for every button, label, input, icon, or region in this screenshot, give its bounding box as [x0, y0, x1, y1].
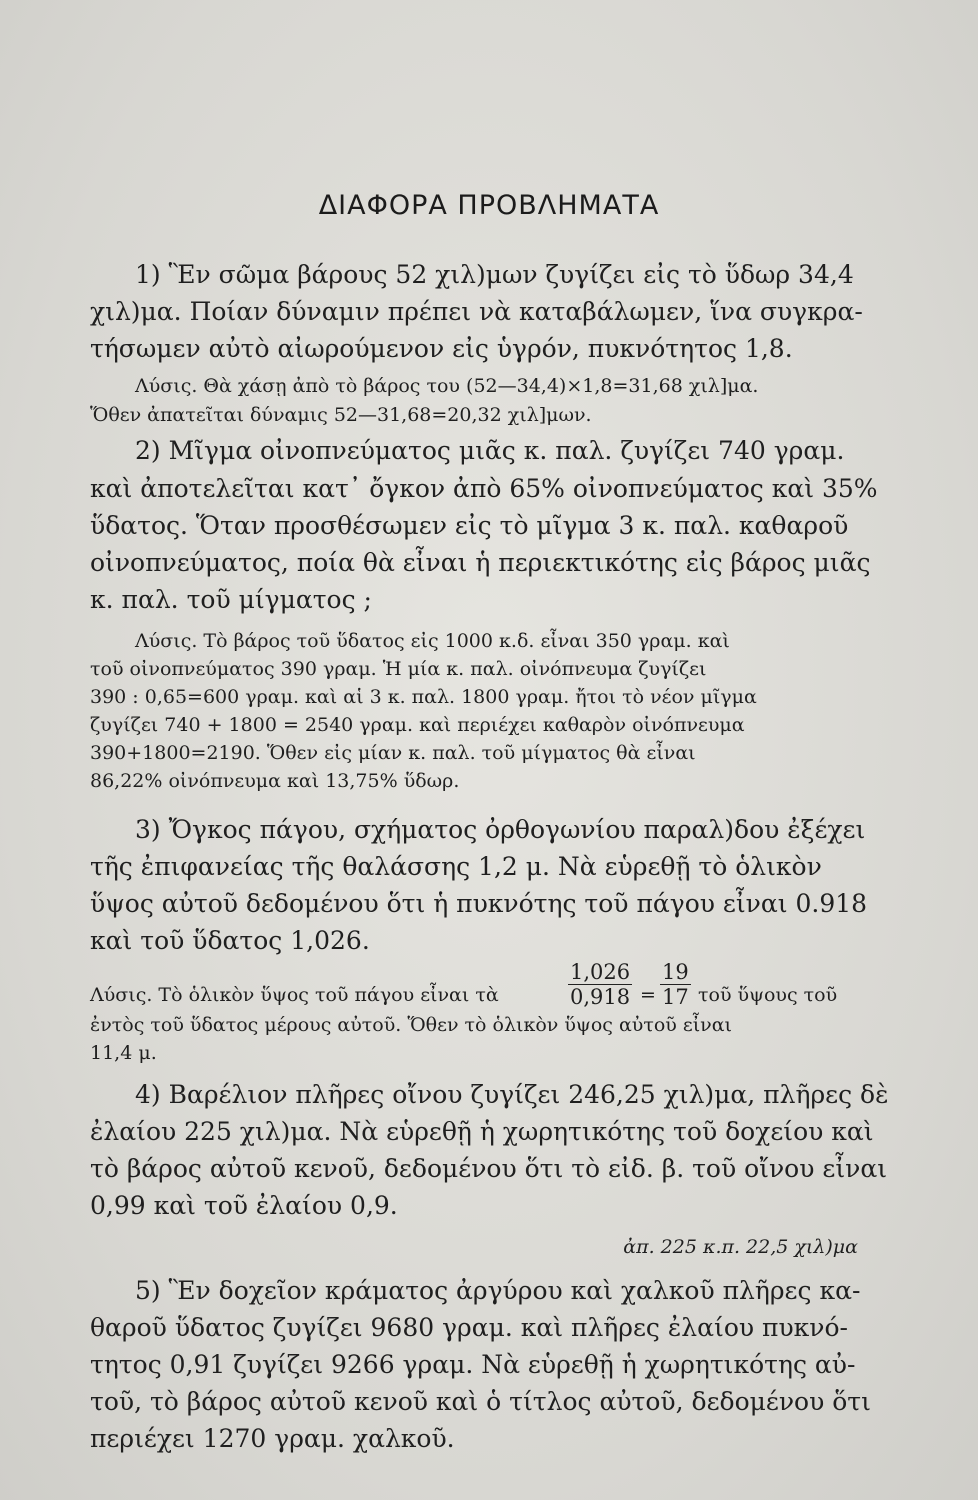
answer-4: ἀπ. 225 κ.π. 22,5 χιλ)μα — [623, 1236, 858, 1258]
solution-3-line-1b: τοῦ ὕψους τοῦ — [698, 984, 838, 1006]
fraction-19-17 — [660, 960, 691, 1009]
fraction-1-numerator: 1,026 — [570, 960, 631, 984]
problem-4-line-3: τὸ βάρος αὐτοῦ κενοῦ, δεδομένου ὅτι τὸ εἰδ. β. τοῦ οἴνου εἶναι — [90, 1154, 887, 1183]
fraction-2-denominator: 17 — [662, 985, 689, 1009]
problem-3-line-4: καὶ τοῦ ὕδατος 1,026. — [90, 926, 370, 955]
solution-2-line-1: Λύσις. Τὸ βάρος τοῦ ὕδατος εἰς 1000 κ.δ. εἶναι 350 γραμ. καὶ — [135, 630, 730, 652]
solution-2-line-2: τοῦ οἰνοπνεύματος 390 γραμ. Ἡ μία κ. παλ. οἰνόπνευμα ζυγίζει — [90, 658, 707, 680]
problem-1-line-1: 1) Ἓν σῶμα βάρους 52 χιλ)μων ζυγίζει εἰς τὸ ὕδωρ 34,4 — [135, 260, 854, 289]
problem-5-line-5: περιέχει 1270 γραμ. χαλκοῦ. — [90, 1424, 455, 1453]
problem-5-line-1: 5) Ἓν δοχεῖον κράματος ἀργύρου καὶ χαλκοῦ πλῆρες κα- — [135, 1276, 861, 1305]
fraction-1-denominator: 0,918 — [570, 985, 631, 1009]
problem-2-line-2: καὶ ἀποτελεῖται κατ᾽ ὄγκον ἀπὸ 65% οἰνοπνεύματος καὶ 35% — [90, 474, 878, 503]
solution-3-line-1a: Λύσις. Τὸ ὁλικὸν ὕψος τοῦ πάγου εἶναι τὰ — [90, 984, 499, 1006]
problem-1-line-2: χιλ)μα. Ποίαν δύναμιν πρέπει νὰ καταβάλωμεν, ἵνα συγκρα- — [90, 297, 863, 326]
problem-2-line-5: κ. παλ. τοῦ μίγματος ; — [90, 585, 372, 614]
solution-1-line-1: Λύσις. Θὰ χάσῃ ἀπὸ τὸ βάρος του (52—34,4)×1,8=31,68 χιλ]μα. — [135, 375, 759, 397]
solution-2-line-5: 390+1800=2190. Ὅθεν εἰς μίαν κ. παλ. τοῦ μίγματος θὰ εἶναι — [90, 742, 696, 764]
equals-sign: = — [640, 984, 656, 1006]
problem-3-line-3: ὕψος αὐτοῦ δεδομένου ὅτι ἡ πυκνότης τοῦ πάγου εἶναι 0.918 — [90, 889, 868, 918]
problem-2-line-1: 2) Μῖγμα οἰνοπνεύματος μιᾶς κ. παλ. ζυγίζει 740 γραμ. — [135, 436, 845, 465]
problem-5-line-2: θαροῦ ὕδατος ζυγίζει 9680 γραμ. καὶ πλῆρες ἐλαίου πυκνό- — [90, 1313, 848, 1342]
solution-2-line-6: 86,22% οἰνόπνευμα καὶ 13,75% ὕδωρ. — [90, 770, 460, 792]
problem-2-line-3: ὕδατος. Ὅταν προσθέσωμεν εἰς τὸ μῖγμα 3 κ. παλ. καθαροῦ — [90, 511, 849, 540]
page-title: ΔΙΑΦΟΡΑ ΠΡΟΒΛΗΜΑΤΑ — [318, 190, 660, 221]
solution-3-line-3: 11,4 μ. — [90, 1042, 157, 1064]
problem-2-line-4: οἰνοπνεύματος, ποία θὰ εἶναι ἡ περιεκτικότης εἰς βάρος μιᾶς — [90, 548, 871, 577]
solution-1-line-2: Ὅθεν ἀπατεῖται δύναμις 52—31,68=20,32 χιλ]μων. — [90, 404, 592, 426]
solution-3-line-2: ἐντὸς τοῦ ὕδατος μέρους αὐτοῦ. Ὅθεν τὸ ὁλικὸν ὕψος αὐτοῦ εἶναι — [90, 1014, 732, 1036]
problem-4-line-2: ἐλαίου 225 χιλ)μα. Νὰ εὑρεθῇ ἡ χωρητικότης τοῦ δοχείου καὶ — [90, 1117, 874, 1146]
solution-2-line-3: 390 : 0,65=600 γραμ. καὶ αἱ 3 κ. παλ. 1800 γραμ. ἤτοι τὸ νέον μῖγμα — [90, 686, 757, 708]
fraction-density-ratio — [568, 960, 632, 1009]
problem-3-line-1: 3) Ὄγκος πάγου, σχήματος ὀρθογωνίου παραλ)δου ἐξέχει — [135, 815, 866, 844]
problem-5-line-3: τητος 0,91 ζυγίζει 9266 γραμ. Νὰ εὑρεθῇ ἡ χωρητικότης αὐ- — [90, 1350, 856, 1379]
problem-1-line-3: τήσωμεν αὐτὸ αἰωρούμενον εἰς ὑγρόν, πυκνότητος 1,8. — [90, 334, 793, 363]
fraction-2-numerator: 19 — [662, 960, 689, 984]
solution-2-line-4: ζυγίζει 740 + 1800 = 2540 γραμ. καὶ περιέχει καθαρὸν οἰνόπνευμα — [90, 714, 745, 736]
problem-4-line-4: 0,99 καὶ τοῦ ἐλαίου 0,9. — [90, 1191, 398, 1220]
problem-4-line-1: 4) Βαρέλιον πλῆρες οἴνου ζυγίζει 246,25 χιλ)μα, πλῆρες δὲ — [135, 1080, 889, 1109]
problem-3-line-2: τῆς ἐπιφανείας τῆς θαλάσσης 1,2 μ. Νὰ εὑρεθῇ τὸ ὁλικὸν — [90, 852, 822, 881]
problem-5-line-4: τοῦ, τὸ βάρος αὐτοῦ κενοῦ καὶ ὁ τίτλος αὐτοῦ, δεδομένου ὅτι — [90, 1387, 871, 1416]
